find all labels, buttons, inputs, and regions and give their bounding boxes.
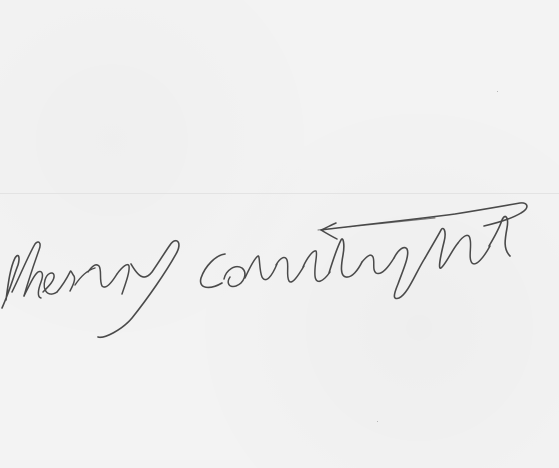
signature-stroke [329, 239, 362, 277]
signature-stroke [88, 265, 117, 287]
signature-stroke [245, 256, 277, 280]
signature-stroke [321, 223, 337, 239]
signature-stroke [201, 254, 225, 287]
signature-stroke [75, 268, 95, 285]
signature-stroke [318, 218, 435, 230]
signature-stroke [362, 255, 394, 273]
signature-stroke [57, 271, 75, 292]
signature-stroke [303, 251, 330, 281]
signature-stroke [321, 203, 527, 230]
signature-stroke [98, 241, 179, 338]
signature-stroke [117, 265, 129, 294]
signature-stroke [43, 273, 57, 294]
signature-stroke [276, 258, 304, 282]
signature-stroke [425, 229, 458, 269]
signature-stroke [394, 248, 425, 299]
signature-strokes [2, 203, 527, 337]
signature-stroke [224, 267, 245, 287]
signature-stroke [458, 235, 490, 264]
